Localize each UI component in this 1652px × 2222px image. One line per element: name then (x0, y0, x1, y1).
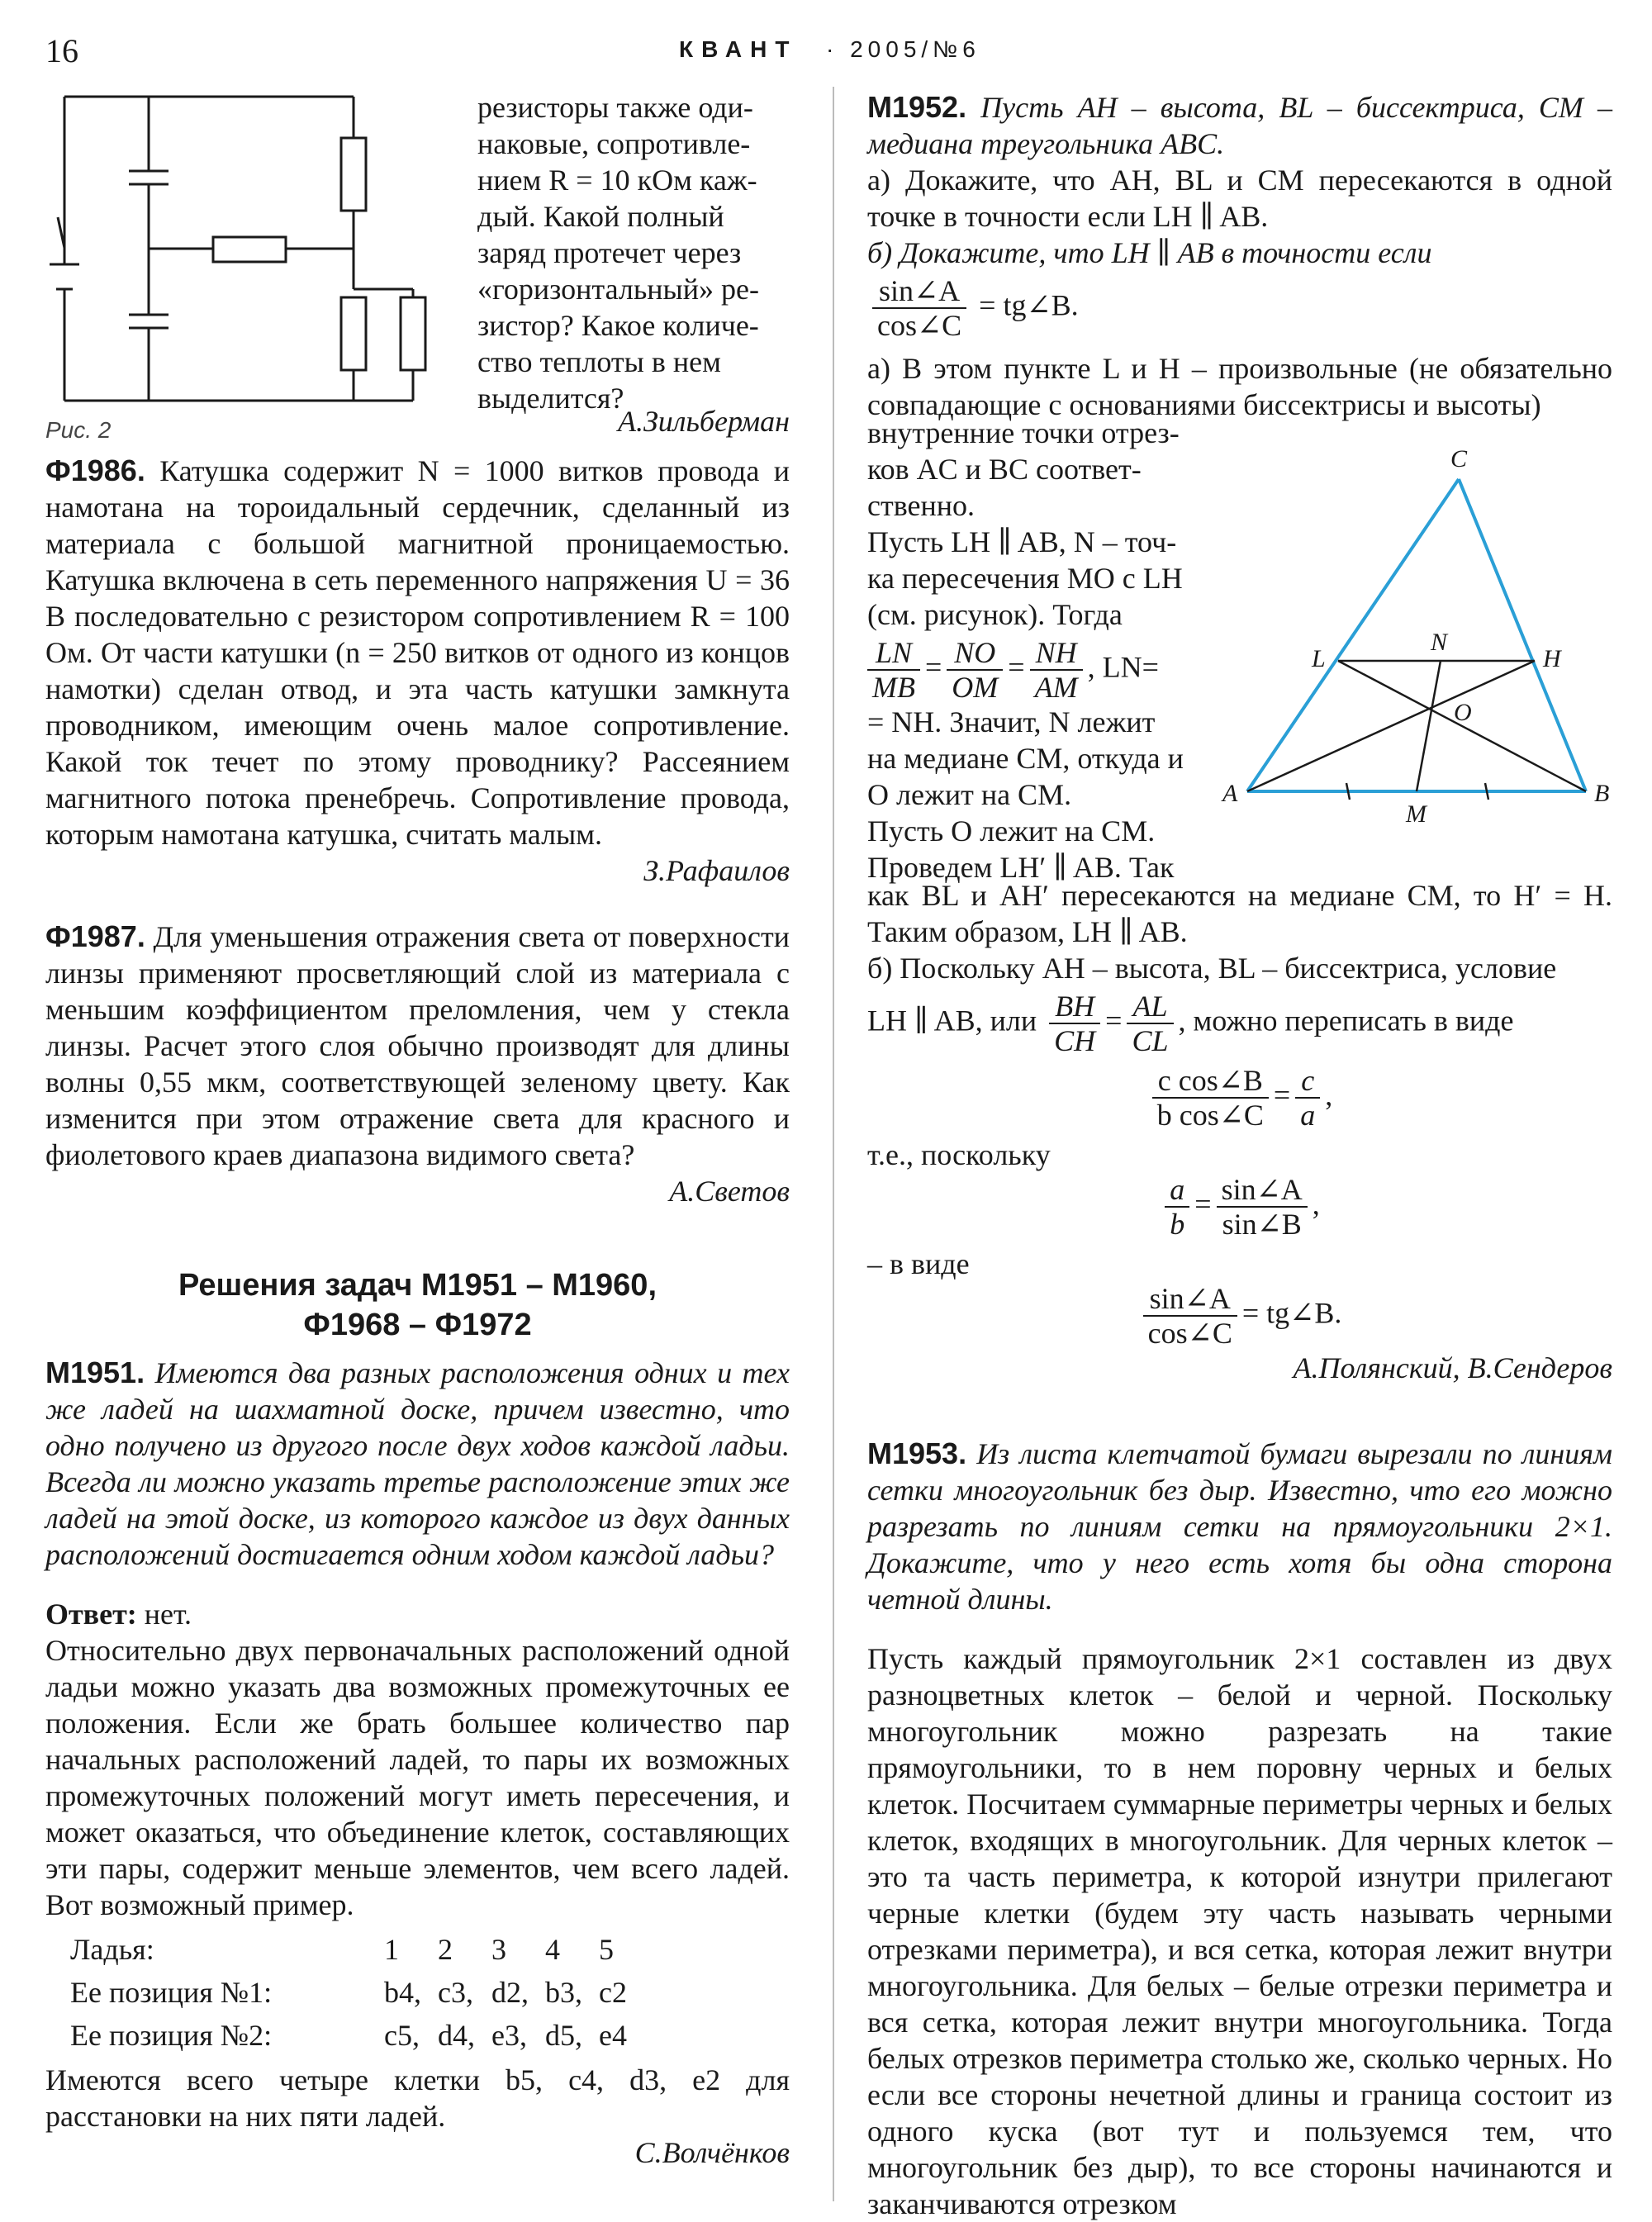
m1952-solution-cont: как BL и AH′ пересекаются на медиане CM, то H′ = H. Таким образом, LH ∥ AB. б) Поскольку AH – высота, BL – биссектриса, условие LH ∥ AB, или $\frac{BH}{CH}$ = $\frac{AL}{CL}$ , можно переписать в виде $\frac{\text{c cos∠B}}{\text{b cos∠C}}$ = $\frac{c}{a}$ , т.е., поскольку $\frac{a}{b}$ = $\frac{\sin\angle A}{\sin\angle B}$ , – в виде $\frac{\sin\angle A}{\cos\angle C}$ = tg∠B. А.Полянский, В.Сендеров (867, 879, 1612, 1384)
text-line: ка пересечения MO с LH (867, 562, 1183, 595)
text-line: выделится? (477, 382, 624, 415)
numerator: NO (947, 636, 1003, 671)
problem-text: Для уменьшения отражения света от поверхности линзы применяют просветляющий слой из материала с меньшим коэффициентом преломления, чем у стекла линзы. Расчет этого слоя обычно производят для длины волны 0,55 мкм, соответствующей зеленому цвету. Как изменится при этом отражение света для красного и фиолетового краев диапазона видимого света? (45, 920, 790, 1171)
text-line: O лежит на CM. (867, 778, 1072, 811)
point-label-n: N (1431, 629, 1448, 656)
table-cell: 3 (491, 1933, 506, 1966)
text-line: зистор? Какое количе- (477, 309, 759, 342)
part-b-prefix: б) Докажите, что LH ∥ AB в точности если (867, 236, 1432, 269)
table-cell: b3, (545, 1976, 582, 2009)
answer-value: нет. (144, 1598, 192, 1631)
ratio-tail: , LN= (1087, 650, 1159, 684)
table-cell: e3, (491, 2019, 527, 2052)
fraction (1152, 1064, 1269, 1132)
solutions-heading (45, 1265, 790, 1345)
answer-label: Ответ: (45, 1598, 137, 1631)
numerator: BH (1049, 990, 1100, 1024)
fraction (1143, 1282, 1237, 1350)
text-line: Проведем LH′ ∥ AB. Так (867, 851, 1175, 884)
heading-line: Ф1968 – Ф1972 (303, 1308, 532, 1342)
numerator: sin∠A (872, 274, 966, 309)
numerator: c cos∠B (1152, 1064, 1269, 1099)
f1985-author: А.Зильберман (617, 405, 790, 438)
fraction (1030, 636, 1083, 704)
numerator: c (1295, 1064, 1320, 1099)
table-cell: d2, (491, 1976, 529, 2009)
vertex-label-b: B (1594, 780, 1610, 807)
problem-label: М1952. (867, 90, 967, 124)
numerator: sin∠A (1143, 1282, 1237, 1317)
page-number: 16 (45, 32, 78, 69)
numerator: AL (1127, 990, 1173, 1024)
point-label-l: L (1312, 645, 1326, 672)
denominator: sin∠B (1222, 1208, 1302, 1241)
journal-title: КВАНТ (679, 36, 798, 62)
fraction (1049, 990, 1100, 1057)
fraction (867, 636, 920, 704)
text-line: «горизонтальный» ре- (477, 273, 759, 306)
problem-label: М1951. (45, 1356, 145, 1389)
numerator: a (1165, 1173, 1189, 1208)
part-a: а) Докажите, что AH, BL и CM пересекаются в одной точке в точности если LH ∥ AB. (867, 164, 1612, 233)
fraction (1127, 990, 1173, 1057)
f1987-block (45, 919, 790, 1209)
problem-author: С.Волчёнков (634, 2136, 790, 2169)
problem-author: З.Рафаилов (643, 854, 790, 887)
denominator: a (1300, 1099, 1316, 1132)
table-cell: 1 (384, 1933, 399, 1966)
row-label: Ладья: (70, 1933, 154, 1966)
condition-suffix: , можно переписать в виде (1178, 1004, 1514, 1037)
equation-tail: = tg∠B. (1241, 1296, 1342, 1330)
denominator: cos∠C (1147, 1317, 1232, 1350)
fraction (1165, 1173, 1189, 1241)
m1952-block (867, 89, 1612, 423)
text-line: Пусть O лежит на CM. (867, 814, 1156, 847)
text-line: внутренние точки отрез- (867, 416, 1180, 449)
table-row (62, 1971, 635, 2014)
fraction (947, 636, 1003, 704)
text-line: резисторы также оди- (477, 91, 753, 124)
f1985-continuation (477, 89, 790, 416)
problem-statement: Имеются два разных расположения одних и тех же ладей на шахматной доске, причем известно, что одно получено из другого после двух ходов каждой ладьи. Всегда ли можно указать третье расположение этих же ладей на этой доске, из которого каждое из двух данных расположений достигается одним ходом каждой ладьи? (45, 1356, 790, 1571)
denominator: CH (1054, 1024, 1096, 1057)
part-b-suffix: = tg∠B. (979, 288, 1079, 322)
table-cell: b4, (384, 1976, 421, 2009)
fraction (1217, 1173, 1308, 1241)
text-line: (см. рисунок). Тогда (867, 598, 1123, 631)
fig2-caption: Рис. 2 (45, 417, 112, 443)
problem-text: Катушка содержит N = 1000 витков провода и намотана на тороидальный сердечник, сделанный из материала с большой магнитной проницаемостью. Катушка включена в сеть переменного напряжения U = 36 В последовательно с резистором сопротивлением R = 100 Ом. От части катушки (n = 250 витков от одного из концов намотки) сделан отвод, и эта часть катушки замкнута проводником, имеющим очень малое сопротивление. Какой ток течет по этому проводнику? Рассеянием магнитного потока пренебречь. Сопротивление провода, которым намотана катушка, считать малым. (45, 454, 790, 851)
table-cell: d5, (545, 2019, 582, 2052)
table-cell: c2 (599, 1976, 627, 2009)
numerator: NH (1030, 636, 1083, 671)
solution-a-end: как BL и AH′ пересекаются на медиане CM, то H′ = H. Таким образом, LH ∥ AB. (867, 879, 1612, 948)
fraction (1295, 1064, 1320, 1132)
numerator: sin∠A (1217, 1173, 1308, 1208)
point-label-o: O (1454, 699, 1472, 726)
vertex-label-a: A (1222, 780, 1238, 807)
table-cell: d4, (438, 2019, 475, 2052)
problem-label: М1953. (867, 1436, 967, 1470)
table-cell: 5 (599, 1933, 614, 1966)
column-divider (833, 87, 834, 2201)
text-line: на медиане CM, откуда и (867, 742, 1184, 775)
f1986-block (45, 453, 790, 889)
heading-line: Решения задач М1951 – М1960, (178, 1268, 657, 1303)
denominator: CL (1132, 1024, 1169, 1057)
journal-issue: · 2005/№6 (826, 36, 980, 62)
row-label: Ее позиция №1: (70, 1976, 273, 2009)
table-cell: 2 (438, 1933, 453, 1966)
table-row (62, 2014, 635, 2057)
text-line: дый. Какой полный (477, 200, 724, 233)
triangle-figure (1214, 442, 1611, 830)
text-line: Пусть LH ∥ AB, N – точ- (867, 525, 1177, 558)
problem-author: А.Полянский, В.Сендеров (1293, 1351, 1612, 1384)
condition-prefix: LH ∥ AB, или (867, 1004, 1037, 1037)
fraction (872, 274, 966, 342)
point-label-h: H (1543, 645, 1561, 672)
text-line: ственно. (867, 489, 976, 522)
table-cell: c3, (438, 1976, 473, 2009)
problem-label: Ф1987. (45, 919, 145, 953)
row-label: Ее позиция №2: (70, 2019, 273, 2052)
text-line: наковые, сопротивле- (477, 127, 751, 160)
solution-a-narrow: внутренние точки отрез- ков AC и BC соответ- ственно. Пусть LH ∥ AB, N – точ- ка пересечения MO с LH (см. рисунок). Тогда $\frac{LN}{MB}$ = $\frac{NO}{OM}$ = $\frac{NH}{AM}$ , LN= = NH. Значит, N лежит на медиане CM, откуда и O лежит на CM. Пусть O лежит на CM. Проведем LH′ ∥ AB. Так (867, 415, 1208, 885)
te-poskolku: т.е., поскольку (867, 1138, 1051, 1171)
table-cell: c5, (384, 2019, 420, 2052)
point-label-m: M (1406, 800, 1427, 828)
m1953-block (867, 1436, 1612, 2222)
v-vide: – в виде (867, 1247, 970, 1280)
table-cell: 4 (545, 1933, 560, 1966)
denominator: b (1170, 1208, 1185, 1241)
numerator: LN (867, 636, 920, 671)
table-row (62, 1928, 635, 1971)
denominator: cos∠C (877, 309, 962, 342)
problem-statement: Пусть AH – высота, BL – биссектриса, CM – медиана треугольника ABC. (867, 91, 1613, 160)
solution-b-intro: б) Поскольку AH – высота, BL – биссектриса, условие (867, 952, 1557, 985)
problem-label: Ф1986. (45, 453, 145, 487)
text-line: = NH. Значит, N лежит (867, 705, 1156, 738)
text-line: ство теплоты в нем (477, 345, 721, 378)
solution-text: Относительно двух первоначальных расположений одной ладьи можно указать два возможных промежуточных ее положения. Если же брать большее количество пар начальных расположений ладей, то пары их возможных промежуточных положений могут иметь пересечения, и может оказаться, что объединение клеток, составляющих эти пары, содержит меньше элементов, чем всего ладей. Вот возможный пример. (45, 1634, 790, 1921)
rook-positions-table (62, 1928, 635, 2057)
text-line: заряд протечет через (477, 236, 742, 269)
solution-text: Пусть каждый прямоугольник 2×1 составлен из двух разноцветных клеток – белой и черной. Поскольку многоугольник можно разрезать на такие прямоугольники, то в нем поровну черных и белых клеток. Посчитаем суммарные периметры черных и белых клеток, входящих в многоугольник. Для черных клеток – это та часть периметра, к которой изнутри прилегают черные клетки (будем эту часть называть черными отрезками периметра), и вся сетка, которая лежит внутри многоугольника. Для белых – белые отрезки периметра и вся сетка, которая лежит внутри многоугольника. Тогда белых отрезков периметра столько же, сколько черных. Но если все стороны нечетной длины и граница состоит из одного куска (вот тут и пользуемся тем, что многоугольник без дыр), то все стороны начинаются и заканчиваются отрезком (867, 1642, 1612, 2220)
circuit-figure (41, 87, 454, 413)
m1951-block (45, 1355, 790, 2171)
problem-author: А.Светов (669, 1175, 790, 1208)
denominator: OM (952, 671, 999, 704)
solution-a-intro: а) В этом пункте L и H – произвольные (не обязательно совпадающие с основаниями биссектрисы и высоты) (867, 352, 1612, 421)
text-line: нием R = 10 кОм каж- (477, 164, 757, 197)
solution-closing: Имеются всего четыре клетки b5, c4, d3, e2 для расстановки на них пяти ладей. (45, 2063, 790, 2133)
vertex-label-c: C (1450, 445, 1468, 472)
denominator: MB (872, 671, 915, 704)
denominator: b cos∠C (1156, 1099, 1264, 1132)
text-line: ков AC и BC соответ- (867, 453, 1142, 486)
denominator: AM (1034, 671, 1078, 704)
table-cell: e4 (599, 2019, 627, 2052)
problem-statement: Из листа клетчатой бумаги вырезали по линиям сетки многоугольник без дыр. Известно, что его можно разрезать по линиям сетки на прямоугольники 2×1. Докажите, что у него есть хотя бы одна сторона четной длины. (867, 1437, 1612, 1616)
